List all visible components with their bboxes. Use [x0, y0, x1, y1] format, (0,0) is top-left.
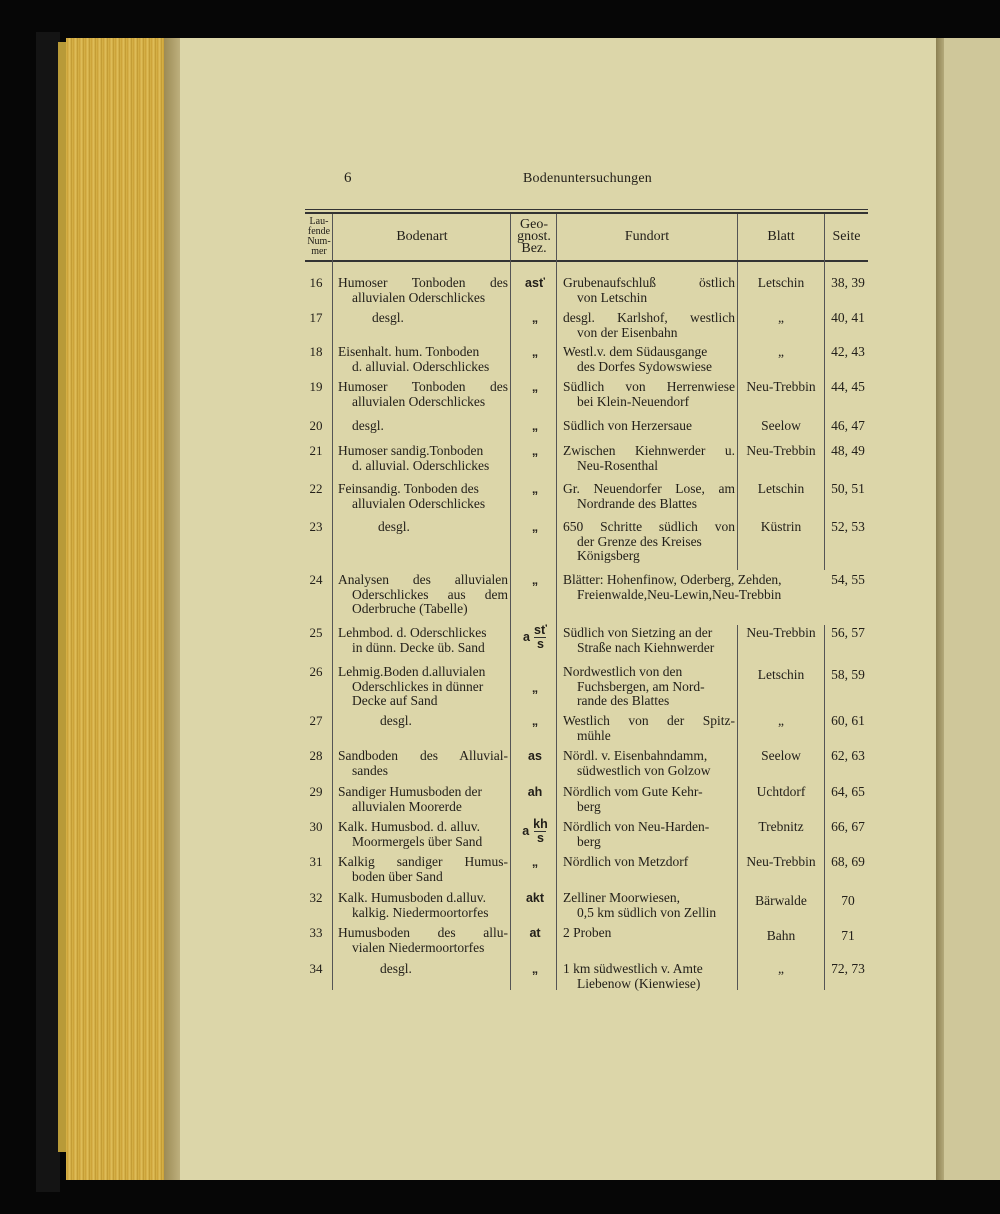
table-row: 29 Sandiger Humusboden der alluvialen Moorerde ah Nördlich vom Gute Kehr- berg Uchtdorf 64, 65: [309, 784, 865, 814]
table-row: 23 desgl. „ 650 Schritte südlich von der Grenze des Kreises Königsberg Küstrin 52, 53: [309, 519, 865, 563]
header-seite: Seite: [832, 229, 861, 244]
running-head: Bodenuntersuchungen: [523, 171, 652, 186]
table-header-rule: [305, 260, 868, 262]
header-laufende-nummer: Lau- fende Num- mer: [307, 216, 331, 257]
table-row: 30 Kalk. Humusbod. d. alluv. Moormergels über Sand a kh s Nördlich von Neu-Harden- berg Trebnitz 66, 67: [309, 817, 865, 849]
table-row: 16 Humoser Tonboden des alluvialen Oderschlickes asť Grubenaufschluß östlich von Letschin Letschin 38, 39: [309, 275, 865, 305]
page-number: 6: [344, 170, 352, 186]
header-blatt: Blatt: [767, 229, 795, 244]
page-edges: [66, 38, 176, 1180]
column-rule: [737, 214, 738, 260]
table-row: 22 Feinsandig. Tonboden des alluvialen Oderschlickes „ Gr. Neuendorfer Lose, am Nordrande des Blattes Letschin 50, 51: [309, 481, 865, 511]
table-row: 33 Humusboden des allu- vialen Niedermoortorfes at 2 Proben Bahn 71: [309, 925, 855, 955]
table-row: 27 desgl. „ Westlich von der Spitz- mühle „ 60, 61: [309, 713, 865, 743]
table-row: 32 Kalk. Humusboden d.alluv. kalkig. Niedermoortorfes akt Zelliner Moorwiesen, 0,5 km südlich von Zellin Bärwalde 70: [309, 890, 855, 920]
table-row: 31 Kalkig sandiger Humus- boden über Sand „ Nördlich von Metzdorf Neu-Trebbin 68, 69: [309, 854, 865, 884]
table-top-rule: [305, 209, 868, 210]
table-row: 28 Sandboden des Alluvial- sandes as Nördl. v. Eisenbahndamm, südwestlich von Golzow Seelow 62, 63: [309, 748, 865, 778]
table-row: 34 desgl. „ 1 km südwestlich v. Amte Liebenow (Kienwiese) „ 72, 73: [309, 961, 865, 991]
table-row: 21 Humoser sandig.Tonboden d. alluvial. Oderschlickes „ Zwischen Kiehnwerder u. Neu-Rosenthal Neu-Trebbin 48, 49: [309, 443, 865, 473]
table-row: 18 Eisenhalt. hum. Tonboden d. alluvial. Oderschlickes „ Westl.v. dem Südausgange des Dorfes Sydowswiese „ 42, 43: [309, 344, 865, 374]
table-row: 19 Humoser Tonboden des alluvialen Oderschlickes „ Südlich von Herrenwiese bei Klein-Neuendorf Neu-Trebbin 44, 45: [309, 379, 865, 409]
table-row: 24 Analysen des alluvialen Oderschlickes aus dem Oderbruche (Tabelle) „ Blätter: Hohenfinow, Oderberg, Zehden, Freienwalde,Neu-Lewin,Neu-Trebbin 54, 55: [309, 572, 865, 616]
header-bodenart: Bodenart: [396, 229, 448, 244]
table-row: 25 Lehmbod. d. Oderschlickes in dünn. Decke üb. Sand a sť s Südlich von Sietzing an der Straße nach Kiehnwerder Neu-Trebbin 56, 57: [309, 623, 865, 655]
header-geognost: Geo- gnost. Bez.: [517, 217, 551, 256]
table-row: 17 desgl. „ desgl. Karlshof, westlich von der Eisenbahn „ 40, 41: [309, 310, 865, 340]
table-row: 26 Lehmig.Boden d.alluvialen Oderschlickes in dünner Decke auf Sand „ Nordwestlich von den Fuchsbergen, am Nord- rande des Blattes Letschin 58, 59: [309, 664, 865, 708]
next-page-edge: [944, 38, 1000, 1180]
header-fundort: Fundort: [624, 229, 670, 244]
table-row: 20 desgl. „ Südlich von Herzersaue Seelow 46, 47: [309, 418, 865, 433]
book-spine-shadow: [36, 32, 60, 1192]
